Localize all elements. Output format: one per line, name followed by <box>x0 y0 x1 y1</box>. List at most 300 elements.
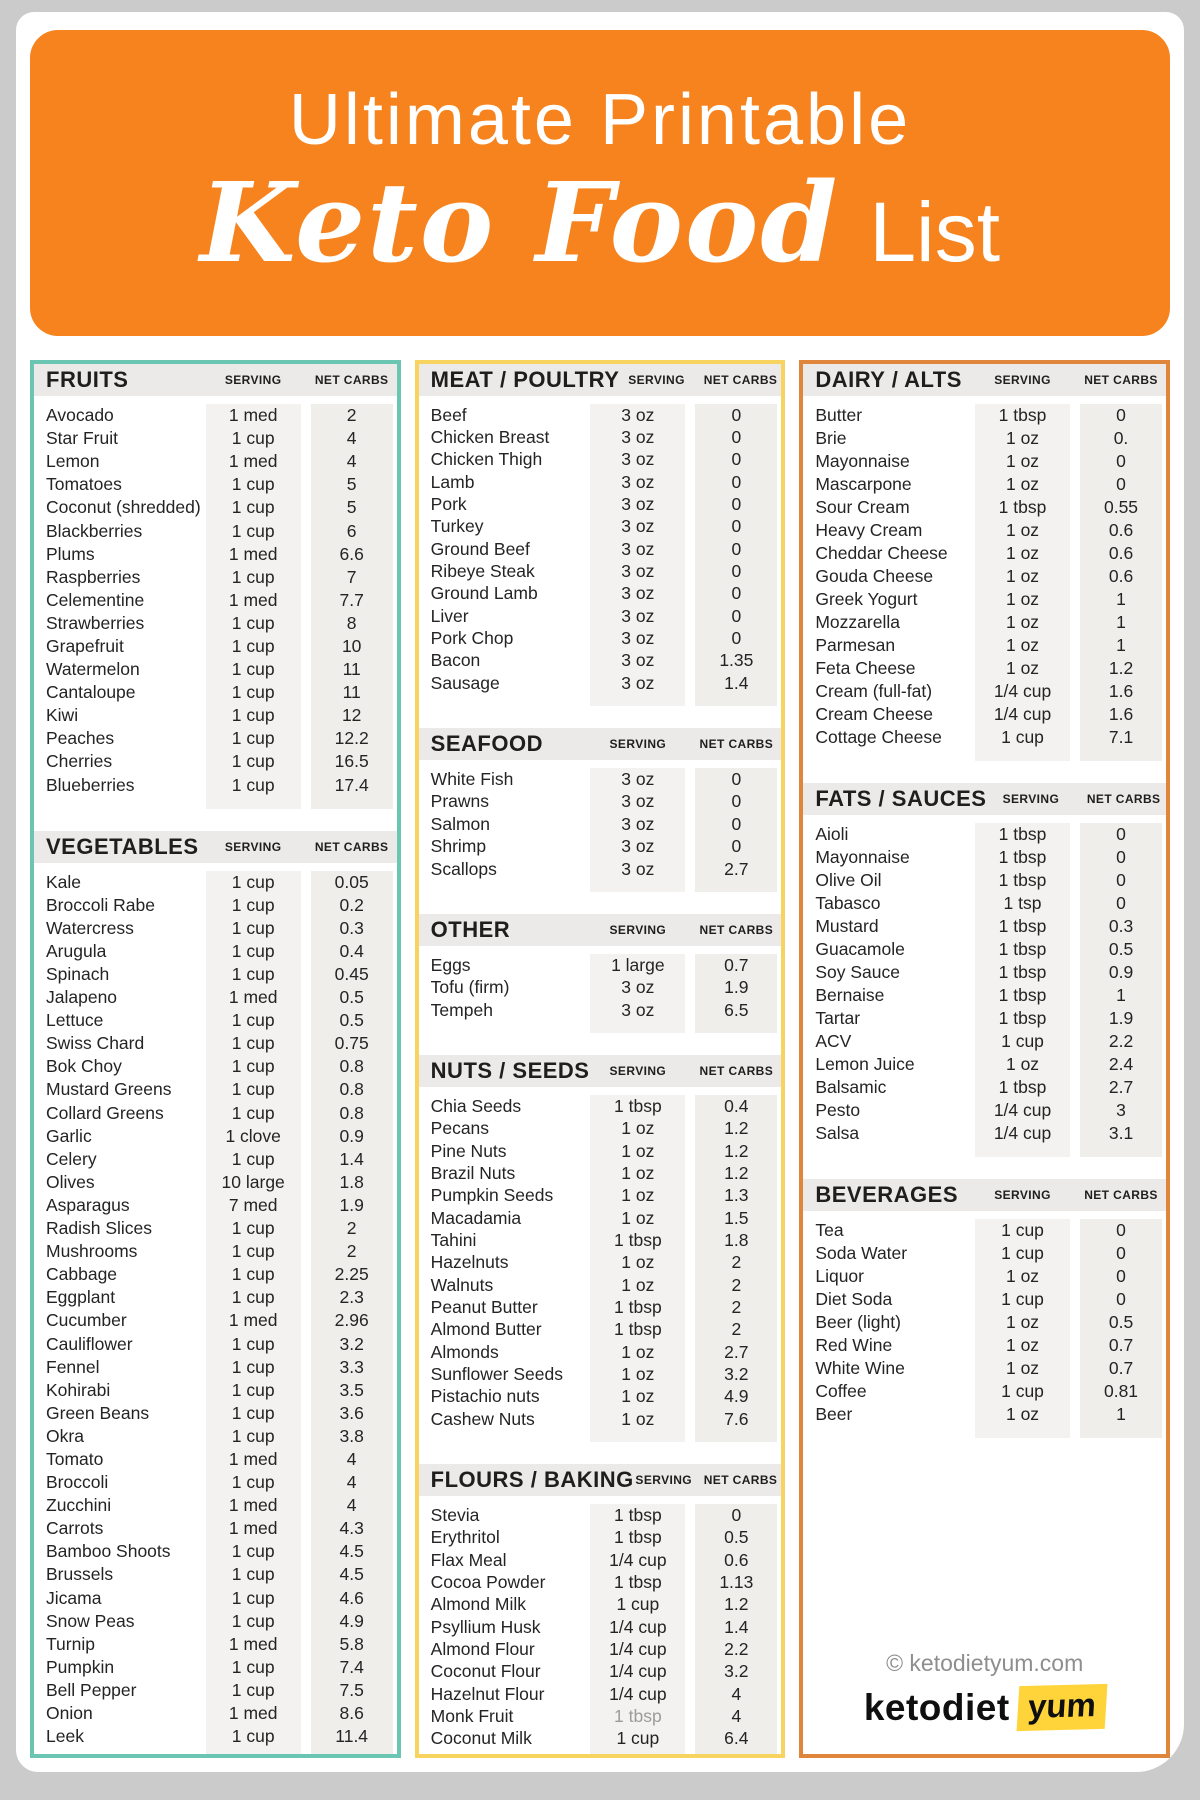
food-serving: 1 med <box>206 1494 301 1517</box>
food-table <box>803 783 1166 1157</box>
food-name: Olive Oil <box>815 870 882 890</box>
food-name: Bernaise <box>815 985 885 1005</box>
table-title: DAIRY / ALTS <box>815 367 962 392</box>
food-name: Cherries <box>46 751 113 772</box>
food-name: Fennel <box>46 1356 100 1377</box>
food-row <box>34 519 397 542</box>
food-row <box>419 1661 782 1683</box>
food-serving: 1 cup <box>206 681 301 704</box>
serving-column-header: SERVING <box>609 737 667 752</box>
food-net-carbs: 0.5 <box>311 986 393 1009</box>
food-net-carbs: 0.8 <box>311 1078 393 1101</box>
food-net-carbs: 0 <box>1080 869 1162 892</box>
food-serving: 1 cup <box>206 519 301 542</box>
food-row <box>419 1319 782 1341</box>
food-serving: 1/4 cup <box>975 680 1070 703</box>
food-net-carbs: 1.4 <box>311 1148 393 1171</box>
food-name: Swiss Chard <box>46 1033 145 1054</box>
food-net-carbs: 2.4 <box>1080 1053 1162 1076</box>
food-net-carbs: 2.7 <box>1080 1076 1162 1099</box>
food-name: Erythritol <box>430 1527 500 1548</box>
food-row <box>419 791 782 813</box>
food-serving: 1 cup <box>206 1286 301 1309</box>
food-row <box>803 1099 1166 1122</box>
food-row <box>34 1148 397 1171</box>
table-body <box>803 1219 1166 1426</box>
food-row <box>419 426 782 448</box>
column-sections <box>34 364 397 1758</box>
food-row <box>34 750 397 773</box>
food-serving: 1 med <box>206 1517 301 1540</box>
food-serving: 1 cup <box>206 1587 301 1610</box>
food-net-carbs: 2 <box>311 1217 393 1240</box>
table-body <box>803 823 1166 1145</box>
food-net-carbs: 6.4 <box>695 1728 777 1750</box>
food-serving: 1 tbsp <box>590 1229 685 1251</box>
food-table <box>419 364 782 706</box>
food-name: Mascarpone <box>815 474 912 494</box>
food-serving: 1 cup <box>975 1030 1070 1053</box>
food-name: Peaches <box>46 728 115 749</box>
food-net-carbs: 1.4 <box>695 1616 777 1638</box>
food-net-carbs: 0 <box>695 627 777 649</box>
food-serving: 1 tbsp <box>590 1705 685 1727</box>
food-serving: 1 tsp <box>975 892 1070 915</box>
food-serving: 1 med <box>206 450 301 473</box>
food-name: Almond Milk <box>430 1594 526 1615</box>
food-serving: 1/4 cup <box>590 1661 685 1683</box>
food-row <box>419 1504 782 1526</box>
table-body <box>419 1504 782 1750</box>
food-serving: 3 oz <box>590 493 685 515</box>
food-name: Kohirabi <box>46 1379 111 1400</box>
food-net-carbs: 1 <box>1080 588 1162 611</box>
table-header-row <box>803 364 1166 396</box>
food-serving: 1 tbsp <box>975 823 1070 846</box>
net-carbs-column-header: NET CARBS <box>703 373 778 387</box>
table-footer-stripe <box>803 1426 1166 1438</box>
food-net-carbs: 16.5 <box>311 750 393 773</box>
food-net-carbs: 0.6 <box>1080 565 1162 588</box>
food-row <box>419 1549 782 1571</box>
food-row <box>803 519 1166 542</box>
food-serving: 1 med <box>206 543 301 566</box>
food-row <box>419 1728 782 1750</box>
food-row <box>419 1594 782 1616</box>
food-serving: 1 oz <box>975 450 1070 473</box>
net-carbs-column-header: NET CARBS <box>314 839 389 854</box>
food-net-carbs: 4 <box>311 1494 393 1517</box>
food-net-carbs: 11 <box>311 658 393 681</box>
food-name: Beer <box>815 1404 853 1424</box>
food-name: Soda Water <box>815 1243 908 1263</box>
food-row <box>34 1517 397 1540</box>
food-row <box>803 542 1166 565</box>
food-serving: 3 oz <box>590 999 685 1021</box>
food-net-carbs: 11 <box>311 681 393 704</box>
food-name: Coconut (shredded) <box>46 497 201 518</box>
food-row <box>803 1053 1166 1076</box>
table-footer-stripe <box>34 1748 397 1758</box>
food-row <box>419 1571 782 1593</box>
food-name: Mayonnaise <box>815 451 910 471</box>
food-row <box>419 650 782 672</box>
food-net-carbs: 1 <box>1080 611 1162 634</box>
food-name: Tempeh <box>430 999 493 1020</box>
food-serving: 1 tbsp <box>590 1571 685 1593</box>
food-net-carbs: 6.6 <box>311 543 393 566</box>
table-body <box>34 404 397 797</box>
food-serving: 1 med <box>206 589 301 612</box>
food-serving: 1 oz <box>975 657 1070 680</box>
food-net-carbs: 0 <box>695 471 777 493</box>
food-serving: 1 tbsp <box>975 915 1070 938</box>
food-net-carbs: 4.9 <box>311 1610 393 1633</box>
food-serving: 1 oz <box>590 1118 685 1140</box>
food-name: Cashew Nuts <box>430 1408 535 1429</box>
food-net-carbs: 0 <box>695 813 777 835</box>
food-row <box>419 1229 782 1251</box>
food-net-carbs: 2 <box>311 1240 393 1263</box>
food-serving: 1 tbsp <box>590 1296 685 1318</box>
food-serving: 1 tbsp <box>975 938 1070 961</box>
food-net-carbs: 0.8 <box>311 1102 393 1125</box>
food-net-carbs: 1.8 <box>695 1229 777 1251</box>
food-net-carbs: 0 <box>695 426 777 448</box>
food-name: Pistachio nuts <box>430 1386 540 1407</box>
food-row <box>803 823 1166 846</box>
food-row <box>34 589 397 612</box>
food-serving: 1 tbsp <box>590 1527 685 1549</box>
food-name: Cabbage <box>46 1264 118 1285</box>
food-name: Lettuce <box>46 1010 104 1031</box>
food-net-carbs: 1.9 <box>695 977 777 999</box>
food-serving: 1 oz <box>975 634 1070 657</box>
food-serving: 1 cup <box>206 1471 301 1494</box>
food-serving: 1 cup <box>975 1242 1070 1265</box>
food-name: Lamb <box>430 471 475 492</box>
food-name: Avocado <box>46 405 114 426</box>
food-net-carbs: 8.6 <box>311 1702 393 1725</box>
food-name: Pork Chop <box>430 628 514 649</box>
food-name: Lemon Juice <box>815 1054 915 1074</box>
table-footer-stripe <box>803 1145 1166 1157</box>
food-row <box>419 1118 782 1140</box>
food-serving: 3 oz <box>590 426 685 448</box>
food-row <box>34 1078 397 1101</box>
food-net-carbs: 0.6 <box>1080 519 1162 542</box>
food-row <box>419 1616 782 1638</box>
title-banner <box>30 30 1170 336</box>
food-name: Mozzarella <box>815 612 900 632</box>
food-row <box>34 427 397 450</box>
food-net-carbs: 5 <box>311 473 393 496</box>
food-net-carbs: 0.5 <box>1080 938 1162 961</box>
food-name: Parmesan <box>815 635 896 655</box>
food-name: Liquor <box>815 1266 864 1286</box>
food-name: Mustard <box>815 916 879 936</box>
food-net-carbs: 0 <box>1080 892 1162 915</box>
food-name: Pesto <box>815 1100 861 1120</box>
food-serving: 1 cup <box>206 1656 301 1679</box>
food-net-carbs: 2.7 <box>695 858 777 880</box>
column-dairy-fats-beverages <box>799 360 1170 1758</box>
serving-column-header: SERVING <box>224 839 282 854</box>
food-serving: 3 oz <box>590 605 685 627</box>
food-row <box>34 450 397 473</box>
food-serving: 3 oz <box>590 560 685 582</box>
food-serving: 1 tbsp <box>590 1504 685 1526</box>
food-name: Balsamic <box>815 1077 887 1097</box>
food-net-carbs: 2 <box>695 1274 777 1296</box>
food-net-carbs: 0 <box>1080 1265 1162 1288</box>
food-row <box>419 471 782 493</box>
food-serving: 1 oz <box>975 519 1070 542</box>
food-serving: 3 oz <box>590 977 685 999</box>
serving-column-header: SERVING <box>994 373 1051 387</box>
food-serving: 1 cup <box>206 1055 301 1078</box>
food-net-carbs: 0 <box>695 768 777 790</box>
food-net-carbs: 12.2 <box>311 727 393 750</box>
food-name: Coffee <box>815 1381 867 1401</box>
food-name: Bok Choy <box>46 1056 122 1077</box>
food-name: Cantaloupe <box>46 682 136 703</box>
food-row <box>419 605 782 627</box>
food-net-carbs: 7.4 <box>311 1656 393 1679</box>
table-footer-stripe <box>34 797 397 809</box>
food-row <box>34 1563 397 1586</box>
food-net-carbs: 0.4 <box>695 1095 777 1117</box>
food-row <box>34 986 397 1009</box>
food-name: Jicama <box>46 1587 102 1608</box>
food-name: Arugula <box>46 940 107 961</box>
food-row <box>34 1263 397 1286</box>
food-serving: 1 cup <box>206 750 301 773</box>
food-net-carbs: 5 <box>311 496 393 519</box>
food-net-carbs: 2.7 <box>695 1341 777 1363</box>
food-row <box>34 1125 397 1148</box>
food-row <box>419 1527 782 1549</box>
food-net-carbs: 0 <box>695 516 777 538</box>
food-name: Ground Beef <box>430 538 530 559</box>
food-row <box>34 704 397 727</box>
food-net-carbs: 1.3 <box>695 1185 777 1207</box>
food-name: Guacamole <box>815 939 905 959</box>
food-row <box>803 1122 1166 1145</box>
food-name: Pecans <box>430 1118 490 1139</box>
food-name: Salmon <box>430 813 491 834</box>
food-row <box>419 1185 782 1207</box>
food-net-carbs: 1 <box>1080 634 1162 657</box>
food-net-carbs: 2 <box>695 1296 777 1318</box>
food-net-carbs: 0 <box>695 605 777 627</box>
food-row <box>419 1683 782 1705</box>
food-net-carbs: 4.9 <box>695 1386 777 1408</box>
food-net-carbs: 0.3 <box>1080 915 1162 938</box>
food-serving: 1 cup <box>206 427 301 450</box>
food-serving: 1 cup <box>206 727 301 750</box>
food-name: Cucumber <box>46 1310 127 1331</box>
food-net-carbs: 0.6 <box>695 1549 777 1571</box>
food-serving: 1 cup <box>206 1379 301 1402</box>
food-name: Coconut Milk <box>430 1728 532 1749</box>
food-name: Strawberries <box>46 612 145 633</box>
food-row <box>803 1007 1166 1030</box>
food-row <box>34 963 397 986</box>
food-name: Tea <box>815 1220 844 1240</box>
food-serving: 1 cup <box>206 1563 301 1586</box>
food-net-carbs: 3.3 <box>311 1356 393 1379</box>
food-row <box>34 1471 397 1494</box>
table-title: FLOURS / BAKING <box>430 1467 634 1493</box>
food-row <box>803 1311 1166 1334</box>
table-body <box>419 768 782 880</box>
food-row <box>34 1448 397 1471</box>
food-name: White Fish <box>430 769 514 790</box>
food-serving: 1 oz <box>975 1265 1070 1288</box>
food-name: Peanut Butter <box>430 1296 538 1317</box>
food-row <box>803 984 1166 1007</box>
food-row <box>34 1217 397 1240</box>
food-serving: 1 cup <box>206 635 301 658</box>
food-name: Mushrooms <box>46 1241 138 1262</box>
food-serving: 1 tbsp <box>975 404 1070 427</box>
table-title: FATS / SAUCES <box>815 786 987 811</box>
banner-title-script: Keto Food <box>199 158 840 288</box>
food-name: Beer (light) <box>815 1312 901 1332</box>
food-name: Tartar <box>815 1008 861 1028</box>
food-row <box>419 768 782 790</box>
food-row <box>34 727 397 750</box>
food-name: Collard Greens <box>46 1102 164 1123</box>
food-net-carbs: 0 <box>1080 1242 1162 1265</box>
food-row <box>419 1638 782 1660</box>
serving-column-header: SERVING <box>609 923 667 938</box>
food-name: Heavy Cream <box>815 520 923 540</box>
food-serving: 3 oz <box>590 538 685 560</box>
food-name: Tofu (firm) <box>430 977 510 998</box>
food-name: Diet Soda <box>815 1289 893 1309</box>
food-name: Scallops <box>430 858 497 879</box>
food-net-carbs: 0 <box>1080 404 1162 427</box>
food-serving: 1 oz <box>975 1403 1070 1426</box>
food-name: White Wine <box>815 1358 905 1378</box>
food-net-carbs: 4.3 <box>311 1517 393 1540</box>
table-body <box>34 871 397 1749</box>
food-serving: 1 cup <box>206 1356 301 1379</box>
serving-column-header: SERVING <box>1002 792 1060 806</box>
food-row <box>803 496 1166 519</box>
food-row <box>803 634 1166 657</box>
food-serving: 1 oz <box>590 1185 685 1207</box>
table-header-row <box>34 364 397 396</box>
serving-column-header: SERVING <box>994 1188 1051 1202</box>
food-net-carbs: 7.7 <box>311 589 393 612</box>
food-row <box>803 1076 1166 1099</box>
food-net-carbs: 2.2 <box>695 1638 777 1660</box>
food-net-carbs: 0 <box>1080 450 1162 473</box>
table-body <box>419 1095 782 1430</box>
food-serving: 1 tbsp <box>975 961 1070 984</box>
table-body <box>419 954 782 1021</box>
food-serving: 1 cup <box>206 566 301 589</box>
food-row <box>34 1309 397 1332</box>
food-serving: 3 oz <box>590 768 685 790</box>
food-row <box>419 1274 782 1296</box>
food-net-carbs: 4.5 <box>311 1563 393 1586</box>
food-table <box>34 364 397 809</box>
food-net-carbs: 0 <box>695 583 777 605</box>
food-serving: 3 oz <box>590 858 685 880</box>
food-name: Chicken Thigh <box>430 449 543 470</box>
food-serving: 1 cup <box>975 1288 1070 1311</box>
food-row <box>419 1140 782 1162</box>
food-name: Bamboo Shoots <box>46 1541 171 1562</box>
food-net-carbs: 2 <box>311 404 393 427</box>
banner-title-rest: List <box>869 185 1001 280</box>
food-name: Zucchini <box>46 1495 112 1516</box>
food-net-carbs: 3.1 <box>1080 1122 1162 1145</box>
food-name: Turnip <box>46 1633 95 1654</box>
table-title: NUTS / SEEDS <box>430 1058 590 1084</box>
food-row <box>34 940 397 963</box>
food-name: Hazelnut Flour <box>430 1683 545 1704</box>
food-serving: 1 cup <box>590 1728 685 1750</box>
food-name: Blackberries <box>46 520 143 541</box>
food-serving: 1 oz <box>975 1334 1070 1357</box>
food-net-carbs: 0.3 <box>311 917 393 940</box>
food-row <box>803 1242 1166 1265</box>
food-name: Tahini <box>430 1229 477 1250</box>
food-name: Kiwi <box>46 705 79 726</box>
food-serving: 1 large <box>590 954 685 976</box>
food-serving: 1 cup <box>975 1219 1070 1242</box>
food-net-carbs: 0.2 <box>311 894 393 917</box>
food-name: Mayonnaise <box>815 847 910 867</box>
food-serving: 1 med <box>206 986 301 1009</box>
food-net-carbs: 0.8 <box>311 1055 393 1078</box>
banner-subtitle: Ultimate Printable <box>288 79 912 160</box>
food-row <box>803 680 1166 703</box>
food-name: Sour Cream <box>815 497 910 517</box>
food-serving: 1 cup <box>206 1610 301 1633</box>
food-name: Sausage <box>430 672 500 693</box>
food-net-carbs: 0 <box>695 493 777 515</box>
food-name: Cream (full-fat) <box>815 681 933 701</box>
food-name: Coconut Flour <box>430 1661 541 1682</box>
food-net-carbs: 0.7 <box>695 954 777 976</box>
food-serving: 1 cup <box>206 1102 301 1125</box>
food-serving: 1 med <box>206 1702 301 1725</box>
table-body <box>419 404 782 694</box>
food-name: Snow Peas <box>46 1610 135 1631</box>
table-title: BEVERAGES <box>815 1182 958 1207</box>
food-row <box>803 726 1166 749</box>
food-net-carbs: 0 <box>695 791 777 813</box>
food-name: Bell Pepper <box>46 1679 137 1700</box>
serving-column-header: SERVING <box>224 373 282 387</box>
food-serving: 1 cup <box>206 917 301 940</box>
food-serving: 1/4 cup <box>975 1099 1070 1122</box>
table-title: VEGETABLES <box>46 833 199 859</box>
food-name: Psyllium Husk <box>430 1616 541 1637</box>
food-net-carbs: 4 <box>695 1705 777 1727</box>
food-serving: 1 oz <box>975 565 1070 588</box>
food-name: Ribeye Steak <box>430 561 535 582</box>
food-name: Plums <box>46 543 95 564</box>
food-row <box>419 1341 782 1363</box>
food-row <box>803 938 1166 961</box>
